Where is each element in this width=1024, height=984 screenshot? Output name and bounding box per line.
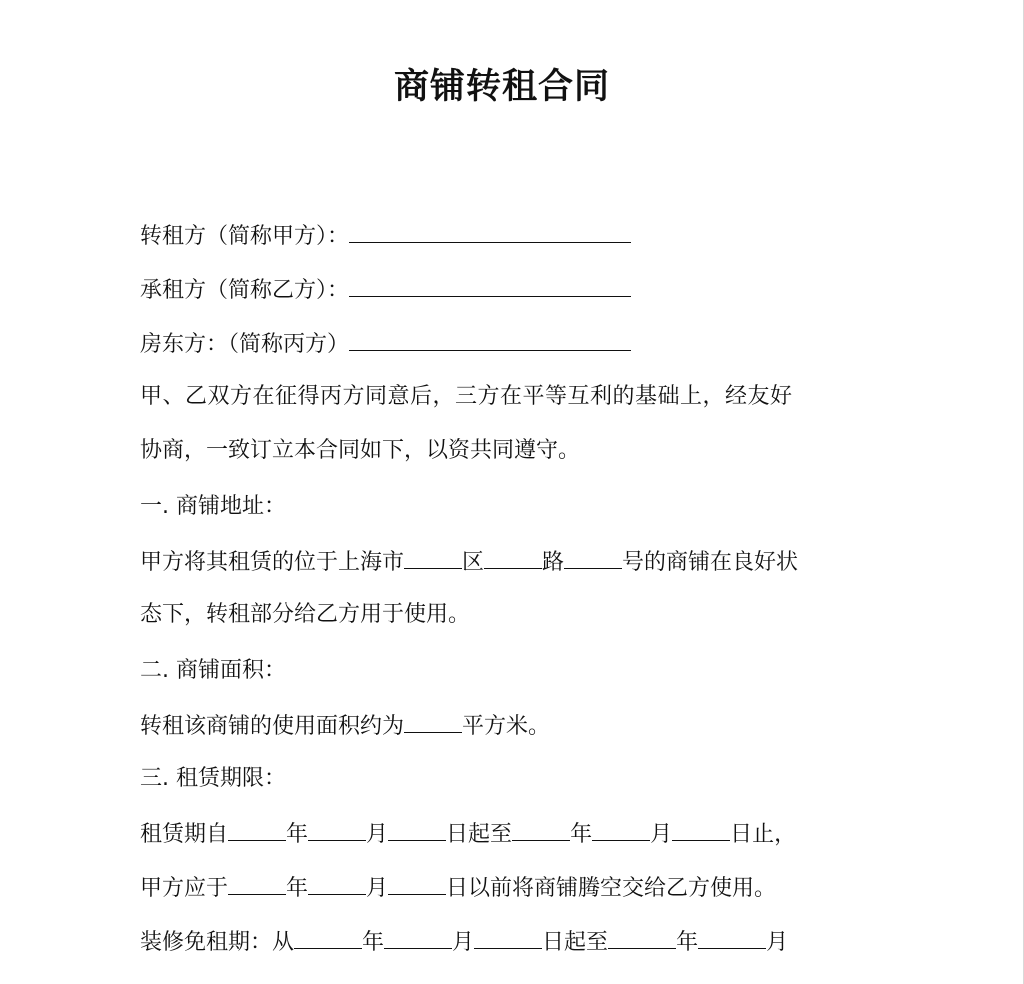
renovation-end-year-blank xyxy=(608,928,676,949)
end-day-blank xyxy=(672,820,730,841)
landlord-blank xyxy=(349,330,631,351)
start-day-blank xyxy=(388,820,446,841)
number-blank xyxy=(564,548,622,569)
end-year-blank xyxy=(512,820,570,841)
vacate-date-line xyxy=(140,874,776,902)
document-title: 商铺转租合同 xyxy=(393,67,610,107)
sublessor-label: 转租方（简称甲方）： xyxy=(140,224,350,249)
sublessor-field xyxy=(140,222,631,250)
renovation-start-year-label: 年 xyxy=(362,930,385,955)
section-area-heading: 二. 商铺面积： xyxy=(140,658,286,683)
renovation-end-year-label: 年 xyxy=(676,930,699,955)
end-month-label: 月 xyxy=(650,822,673,847)
sublessor-blank xyxy=(349,222,631,243)
renovation-period-line xyxy=(140,928,788,956)
district-blank xyxy=(404,548,462,569)
preamble-line-1: 甲、乙双方在征得丙方同意后，三方在平等互利的基础上，经友好 xyxy=(140,384,793,409)
lease-period-line xyxy=(140,820,796,848)
vacate-day-blank xyxy=(388,874,446,895)
area-blank xyxy=(404,712,462,733)
section-area-line xyxy=(140,712,550,740)
lessee-field xyxy=(140,276,631,304)
lessee-blank xyxy=(349,276,631,297)
renovation-end-month-blank xyxy=(698,928,766,949)
area-prefix: 转租该商铺的使用面积约为 xyxy=(140,714,405,739)
lease-period-prefix: 租赁期自 xyxy=(140,822,229,847)
number-label: 号的商铺在良好状 xyxy=(622,550,799,575)
start-year-label: 年 xyxy=(286,822,309,847)
road-blank xyxy=(484,548,542,569)
section-address-line-2: 态下，转租部分给乙方用于使用。 xyxy=(140,602,471,627)
landlord-label: 房东方：（简称丙方） xyxy=(140,332,350,357)
section-term-heading: 三. 租赁期限： xyxy=(140,766,286,791)
address-prefix: 甲方将其租赁的位于上海市 xyxy=(140,550,405,575)
end-day-label: 日止， xyxy=(730,822,797,847)
renovation-prefix: 装修免租期：从 xyxy=(140,930,295,955)
renovation-start-month-blank xyxy=(384,928,452,949)
road-label: 路 xyxy=(542,550,565,575)
renovation-start-day-label: 日起至 xyxy=(542,930,609,955)
section-address-heading: 一. 商铺地址： xyxy=(140,494,286,519)
vacate-year-blank xyxy=(228,874,286,895)
vacate-year-label: 年 xyxy=(286,876,309,901)
end-year-label: 年 xyxy=(570,822,593,847)
start-year-blank xyxy=(228,820,286,841)
renovation-end-month-label: 月 xyxy=(766,930,789,955)
end-month-blank xyxy=(592,820,650,841)
renovation-start-month-label: 月 xyxy=(452,930,475,955)
renovation-start-day-blank xyxy=(474,928,542,949)
start-month-blank xyxy=(308,820,366,841)
landlord-field xyxy=(140,330,631,358)
district-label: 区 xyxy=(462,550,485,575)
area-suffix: 平方米。 xyxy=(462,714,551,739)
section-address-line-1 xyxy=(140,548,798,576)
start-day-label: 日起至 xyxy=(446,822,513,847)
vacate-month-label: 月 xyxy=(366,876,389,901)
start-month-label: 月 xyxy=(366,822,389,847)
renovation-start-year-blank xyxy=(294,928,362,949)
vacate-suffix: 日以前将商铺腾空交给乙方使用。 xyxy=(446,876,777,901)
vacate-month-blank xyxy=(308,874,366,895)
preamble-line-2: 协商，一致订立本合同如下，以资共同遵守。 xyxy=(140,438,581,463)
lessee-label: 承租方（简称乙方）： xyxy=(140,278,350,303)
vacate-prefix: 甲方应于 xyxy=(140,876,229,901)
